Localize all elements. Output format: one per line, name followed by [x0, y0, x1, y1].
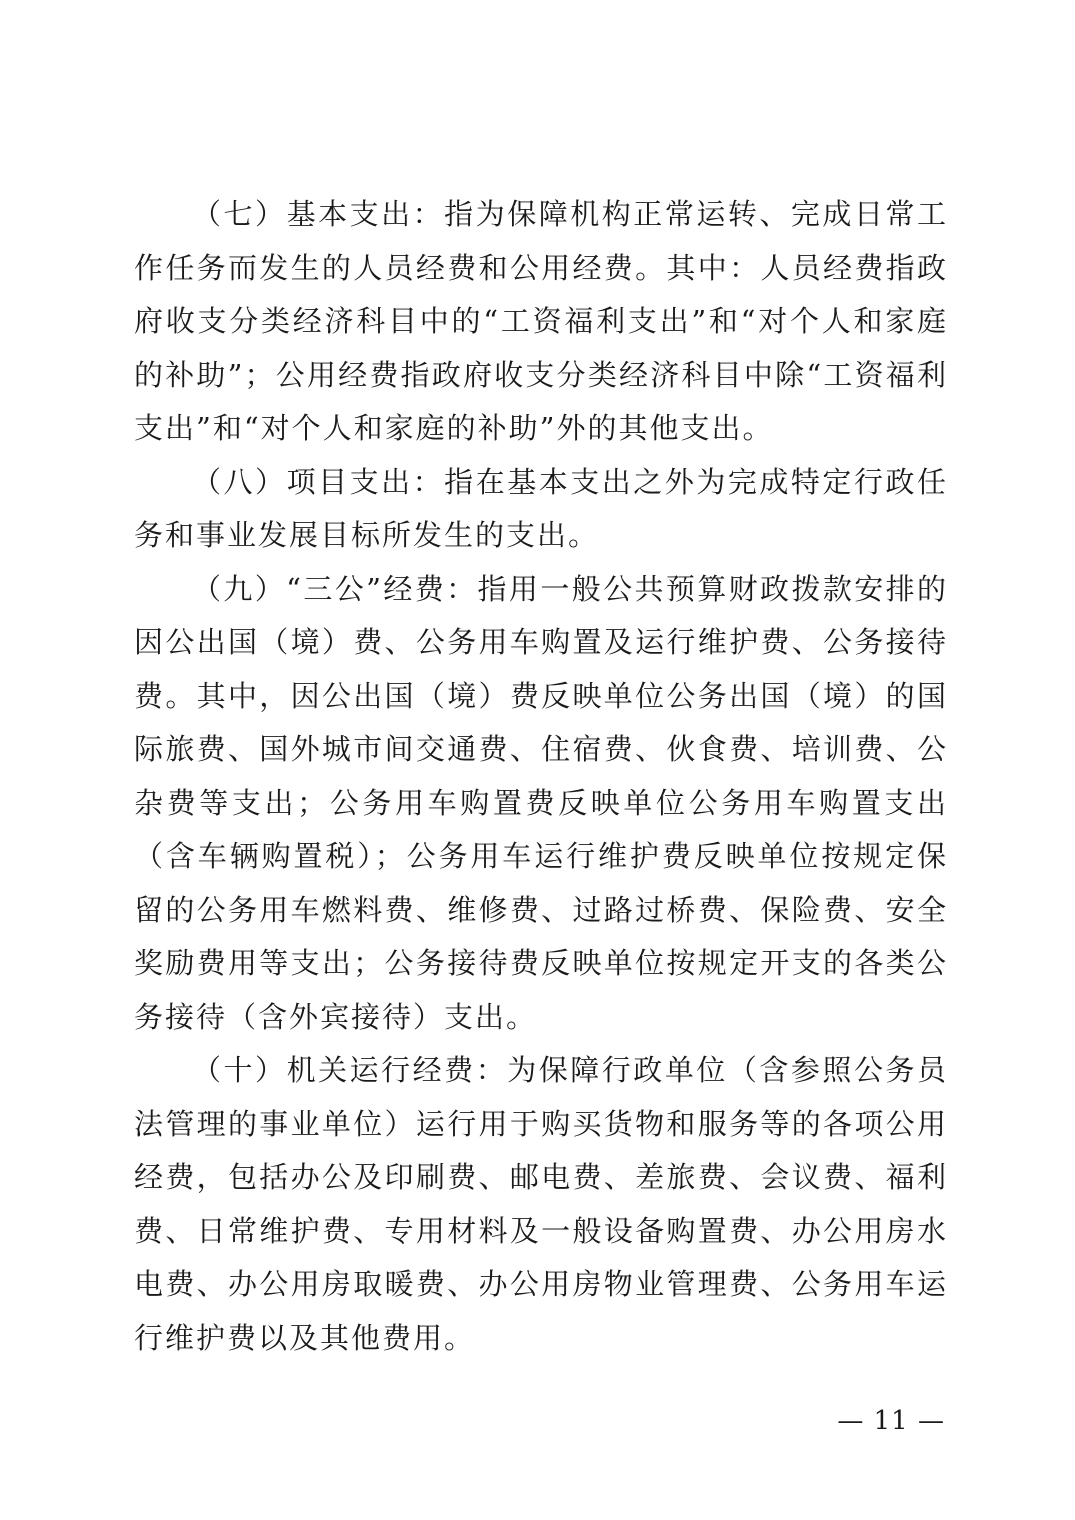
paragraph-agency-operating-expenses: （十）机关运行经费：为保障行政单位（含参照公务员法管理的事业单位）运行用于购买货物和服务等的各项公用经费，包括办公及印刷费、邮电费、差旅费、会议费、福利费、日常维护费、专用材料及一般设备购置费、办公用房水电费、办公用房取暖费、办公用房物业管理费、公务用车运行维护费以及其他费用。: [134, 1053, 948, 1355]
document-body: [134, 188, 948, 1365]
page-number: — 11 —: [837, 1406, 945, 1436]
paragraph-three-public-expenses: （九）“三公”经费：指用一般公共预算财政拨款安排的因公出国（境）费、公务用车购置及运行维护费、公务接待费。其中，因公出国（境）费反映单位公务出国（境）的国际旅费、国外城市间交通费、住宿费、伙食费、培训费、公杂费等支出；公务用车购置费反映单位公务用车购置支出（含车辆购置税）；公务用车运行维护费反映单位按规定保留的公务用车燃料费、维修费、过路过桥费、保险费、安全奖励费用等支出；公务接待费反映单位按规定开支的各类公务接待（含外宾接待）支出。: [134, 571, 948, 1034]
paragraph-basic-expenditure: （七）基本支出：指为保障机构正常运转、完成日常工作任务而发生的人员经费和公用经费。其中：人员经费指政府收支分类经济科目中的“工资福利支出”和“对个人和家庭的补助”；公用经费指政府收支分类经济科目中除“工资福利支出”和“对个人和家庭的补助”外的其他支出。: [134, 197, 948, 445]
paragraph-project-expenditure: （八）项目支出：指在基本支出之外为完成特定行政任务和事业发展目标所发生的支出。: [134, 464, 948, 552]
